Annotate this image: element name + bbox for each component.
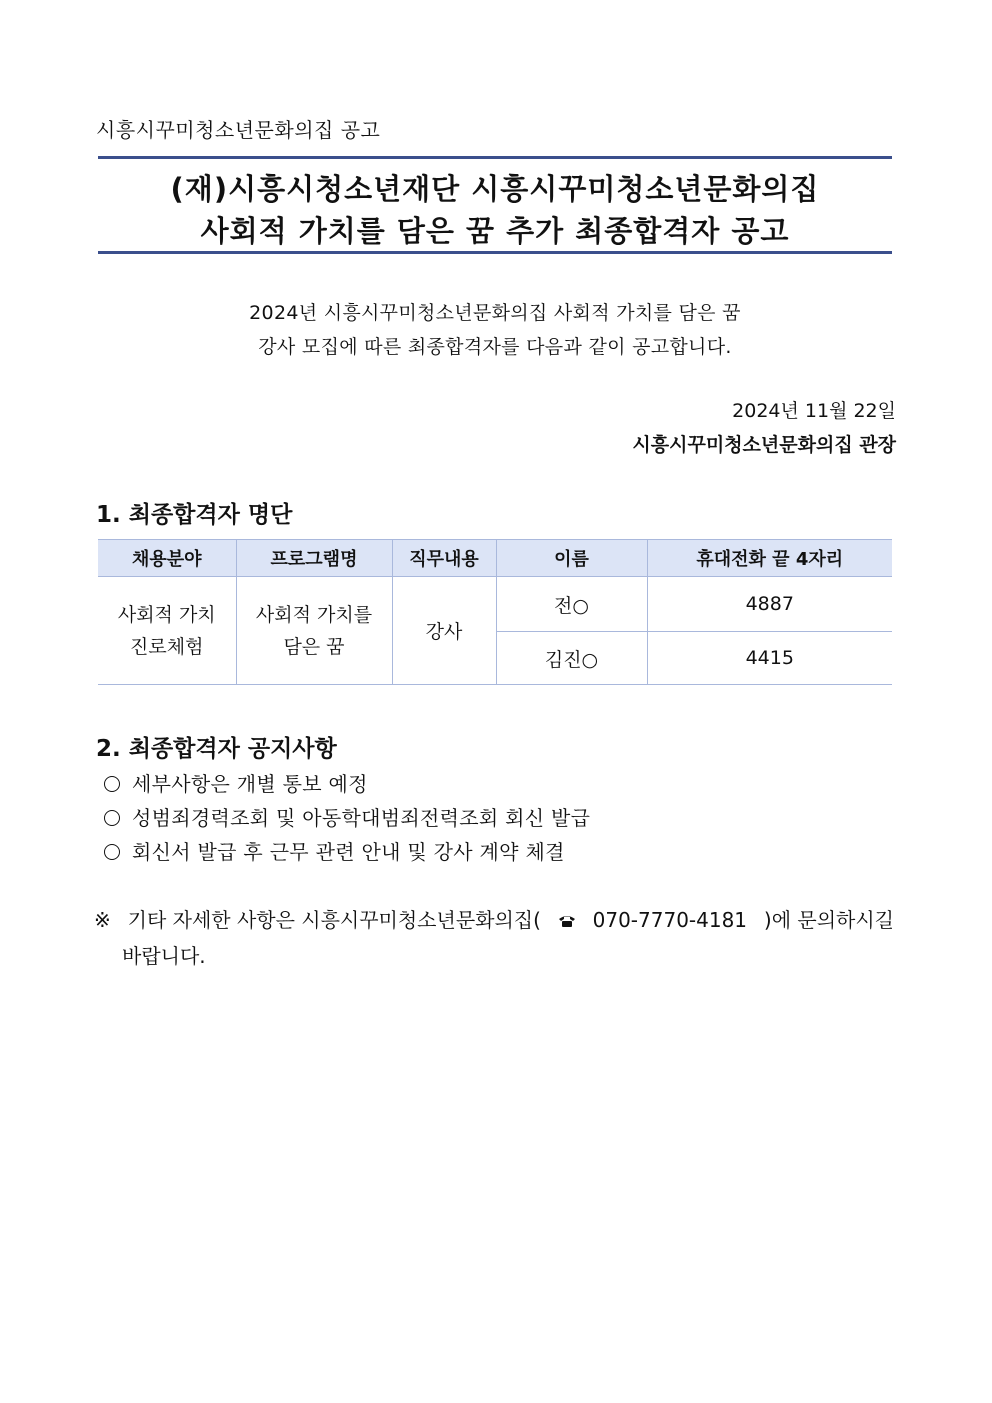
title-box <box>98 156 892 254</box>
page-title-line2: 사회적 가치를 담은 꿈 추가 최종합격자 공고 <box>200 214 790 248</box>
circle-bullet-icon <box>104 776 120 792</box>
intro-line1: 2024년 시흥시꾸미청소년문화의집 사회적 가치를 담은 꿈 <box>249 302 741 324</box>
circle-bullet-icon <box>104 810 120 826</box>
notice-item: 성범죄경력조회 및 아동학대범죄전력조회 회신 발급 <box>104 802 590 831</box>
cell-field <box>98 577 236 685</box>
issuer-signature: 시흥시꾸미청소년문화의집 관장 <box>632 434 896 456</box>
notice-kicker: 시흥시꾸미청소년문화의집 공고 <box>96 118 381 142</box>
field-line2: 진로체험 <box>130 635 204 658</box>
section2-title: 2. 최종합격자 공지사항 <box>96 736 337 762</box>
cell-phone: 4415 <box>647 632 892 685</box>
notice-item: 회신서 발급 후 근무 관련 안내 및 강사 계약 체결 <box>104 836 565 865</box>
intro-line2: 강사 모집에 따른 최종합격자를 다음과 같이 공고합니다. <box>258 336 732 358</box>
notice-date: 2024년 11월 22일 <box>732 400 896 422</box>
footer-line2: 바랍니다. <box>122 944 206 968</box>
cell-duty: 강사 <box>392 577 496 685</box>
notice-item: 세부사항은 개별 통보 예정 <box>104 768 368 797</box>
reference-mark: ※ <box>94 908 111 932</box>
cell-phone: 4887 <box>647 577 892 632</box>
cell-name: 전○ <box>496 577 647 632</box>
table-row <box>98 577 892 632</box>
col-header-duty: 직무내용 <box>392 540 496 577</box>
field-line1: 사회적 가치 <box>117 603 216 626</box>
footer-text-before: 기타 자세한 사항은 시흥시꾸미청소년문화의집( <box>127 908 541 932</box>
circle-bullet-icon <box>104 844 120 860</box>
cell-program <box>236 577 392 685</box>
program-line1: 사회적 가치를 <box>255 603 373 626</box>
finalist-table <box>98 539 892 685</box>
cell-name: 김진○ <box>496 632 647 685</box>
section1-title: 1. 최종합격자 명단 <box>96 502 293 528</box>
program-line2: 담은 꿈 <box>283 635 345 658</box>
col-header-phone: 휴대전화 끝 4자리 <box>647 540 892 577</box>
footer-note <box>94 902 894 974</box>
table-header-row <box>98 540 892 577</box>
footer-phone: 070-7770-4181 <box>592 908 748 932</box>
footer-text-after: )에 문의하시길 <box>763 908 894 932</box>
page-title-line1: (재)시흥시청소년재단 시흥시꾸미청소년문화의집 <box>170 172 820 206</box>
col-header-name: 이름 <box>496 540 647 577</box>
col-header-program: 프로그램명 <box>236 540 392 577</box>
col-header-field: 채용분야 <box>98 540 236 577</box>
telephone-icon <box>558 902 576 938</box>
